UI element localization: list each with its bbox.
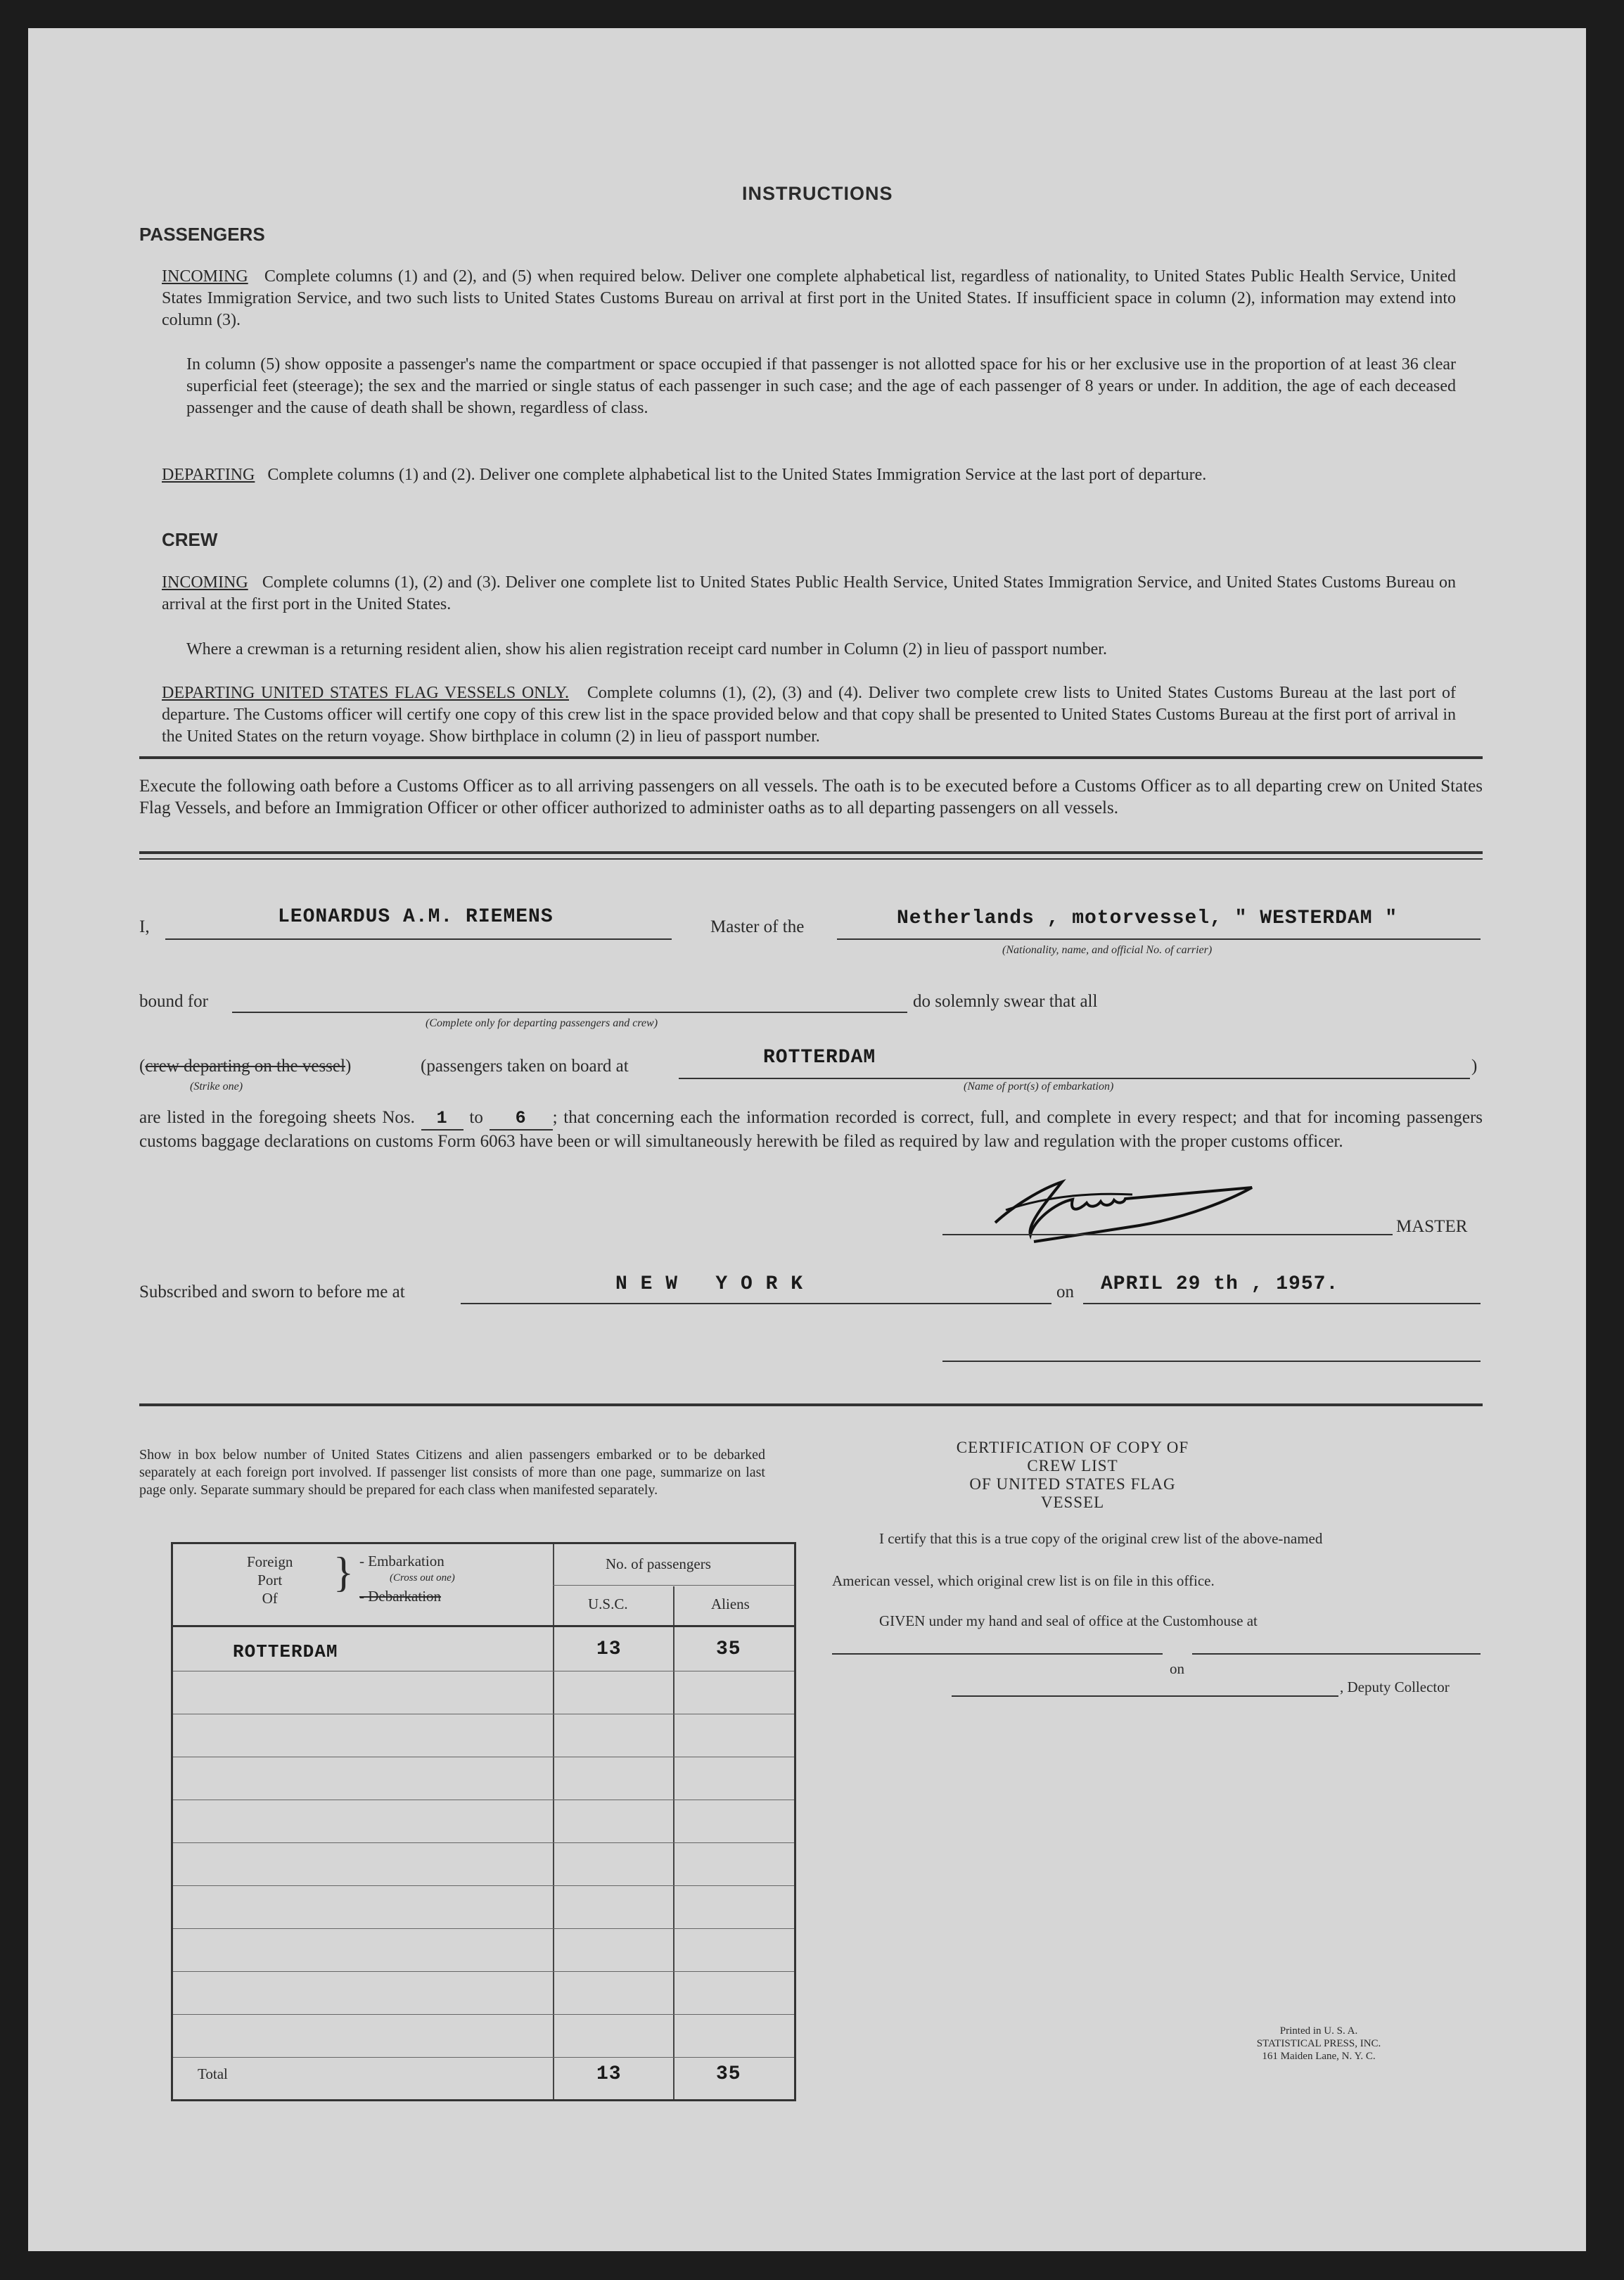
passengers-taken-label: (passengers taken on board at	[421, 1057, 629, 1076]
port-caption: (Name of port(s) of embarkation)	[964, 1081, 1114, 1093]
table-divider	[553, 1544, 554, 2099]
usc-header: U.S.C.	[588, 1596, 628, 1612]
passengers-departing-text: Complete columns (1) and (2). Deliver one complete alphabetical list to the United States Immigration Service at the last port of departure.	[267, 466, 1207, 484]
listed-paragraph	[139, 1107, 1483, 1152]
sheet-to: 6	[490, 1107, 553, 1131]
table-row-line	[173, 2057, 794, 2058]
sheet-from: 1	[421, 1107, 463, 1131]
oath-i-label: I,	[139, 917, 150, 936]
passengers-departing-label: DEPARTING	[162, 466, 255, 484]
crew-incoming-text: Complete columns (1), (2) and (3). Deliver one complete list to United States Public Health Service, United States Immigration Service, and United States Customs Bureau on arrival at the first port in the United States.	[162, 573, 1457, 613]
given-text: GIVEN under my hand and seal of office at the Customhouse at	[879, 1612, 1258, 1629]
vessel-caption: (Nationality, name, and official No. of carrier)	[1002, 944, 1213, 956]
summary-note: Show in box below number of United States Citizens and alien passengers embarked or to be debarked separately at each foreign port involved. If passenger list consists of more than one page, summarize on last page only. Separate summary should be prepared for each class when manifested separately.	[139, 1447, 765, 1498]
sworn-place: N E W Y O R K	[615, 1273, 804, 1295]
table-row-line	[173, 2014, 794, 2015]
deputy-collector-label: , Deputy Collector	[1340, 1679, 1450, 1695]
printer-line-2: STATISTICAL PRESS, INC.	[1256, 2038, 1381, 2049]
master-of-label: Master of the	[710, 917, 805, 936]
debarkation-label	[359, 1588, 441, 1605]
certification-title-2: OF UNITED STATES FLAG VESSEL	[969, 1475, 1176, 1511]
total-aliens: 35	[716, 2063, 741, 2085]
brace: }	[333, 1549, 354, 1596]
passengers-incoming-paragraph	[162, 266, 1456, 331]
embarkation-label: - Embarkation	[359, 1553, 445, 1569]
debarkation-struck: - Debarkation	[359, 1588, 442, 1605]
cross-out-caption: (Cross out one)	[390, 1572, 455, 1584]
bound-for-caption: (Complete only for departing passengers and crew)	[426, 1017, 658, 1029]
crew-departing-label: DEPARTING UNITED STATES FLAG VESSELS ONLY.	[162, 684, 570, 702]
total-usc: 13	[596, 2063, 622, 2085]
divider	[139, 858, 1483, 860]
bound-for-line	[232, 995, 907, 1013]
printer-imprint	[1238, 2025, 1400, 2063]
listed-rest: ; that concerning each the information recorded is correct, full, and complete in every respect; and that for incoming passengers customs baggage declarations on customs Form 6063 have been or will simultaneously herewith be filed as required by law and regulation with the proper customs officer.	[139, 1108, 1483, 1151]
listed-label: are listed in the foregoing sheets Nos.	[139, 1108, 415, 1127]
master-name: LEONARDUS A.M. RIEMENS	[278, 906, 554, 928]
table-row-line	[173, 1885, 794, 1886]
certification-title-1: CERTIFICATION OF COPY OF CREW LIST	[956, 1439, 1189, 1475]
crew-incoming-label: INCOMING	[162, 573, 248, 592]
vessel-name: Netherlands , motorvessel, " WESTERDAM "	[897, 907, 1398, 929]
passenger-summary-table	[171, 1542, 796, 2101]
instructions-title: INSTRUCTIONS	[742, 183, 893, 204]
master-signature-line	[942, 1210, 1393, 1235]
close-paren: )	[1471, 1057, 1478, 1076]
sworn-date: APRIL 29 th , 1957.	[1101, 1273, 1339, 1295]
table-row-port: ROTTERDAM	[233, 1641, 338, 1662]
no-passengers-header: No. of passengers	[606, 1555, 711, 1572]
port-embarkation: ROTTERDAM	[763, 1047, 876, 1069]
foreign-port-of	[247, 1553, 293, 1607]
deputy-collector-line	[952, 1688, 1338, 1697]
certify-text-2: American vessel, which original crew list is on file in this office.	[832, 1572, 1215, 1589]
printer-line-3: 161 Maiden Lane, N. Y. C.	[1262, 2051, 1376, 2062]
subscribed-label: Subscribed and sworn to before me at	[139, 1282, 405, 1301]
to-label: to	[469, 1108, 483, 1127]
foreign-label: Foreign	[247, 1553, 293, 1570]
passengers-departing-paragraph	[162, 464, 1456, 486]
master-label: MASTER	[1396, 1217, 1468, 1236]
passengers-incoming-text: Complete columns (1) and (2), and (5) when required below. Deliver one complete alphabetical list, regardless of nationality, to United States Public Health Service, United States Immigration Service, and two such lists to United States Customs Bureau on arrival at first port in the United States. If insufficient space in column (2), information may extend into column (3).	[162, 267, 1456, 329]
crew-resident-paragraph: Where a crewman is a returning resident alien, show his alien registration receipt card number in Column (2) in lieu of passport number.	[186, 640, 1107, 658]
divider	[139, 851, 1483, 854]
customhouse-line	[832, 1646, 1163, 1655]
bound-for-label: bound for	[139, 992, 208, 1011]
crew-departing-struck-text: crew departing on the vessel	[145, 1057, 345, 1076]
swear-text: do solemnly swear that all	[913, 992, 1098, 1011]
sworn-on-label: on	[1056, 1282, 1074, 1301]
oath-instructions: Execute the following oath before a Customs Officer as to all arriving passengers on all vessels. The oath is to be executed before a Customs Officer as to all departing crew on United States Flag Vessels, and before an Immigration Officer or other officer authorized to administer oaths as to all departing passengers on all vessels.	[139, 777, 1483, 817]
printer-line-1: Printed in U. S. A.	[1279, 2025, 1358, 2037]
table-header-rule	[173, 1625, 794, 1627]
aliens-header: Aliens	[711, 1596, 750, 1612]
crew-departing-struck: (crew departing on the vessel)	[139, 1057, 352, 1076]
certify-text-1: I certify that this is a true copy of the original crew list of the above-named	[879, 1530, 1323, 1547]
certification-on-label: on	[1170, 1660, 1184, 1677]
crew-departing-paragraph	[162, 682, 1456, 748]
document-page	[28, 28, 1586, 2251]
table-row-line	[173, 1928, 794, 1929]
table-row-line	[173, 1971, 794, 1972]
passengers-column5-paragraph: In column (5) show opposite a passenger's name the compartment or space occupied if that passenger is not allotted space for his or her exclusive use in the proportion of at least 36 clear superficial feet (steerage); the sex and the married or single status of each passenger in such case; and the age of each passenger of 8 years or under. In addition, the age of each deceased passenger and the cause of death shall be shown, regardless of class.	[186, 355, 1456, 417]
officer-signature-line	[942, 1344, 1481, 1362]
table-row-aliens: 35	[716, 1638, 741, 1660]
divider	[139, 1403, 1483, 1406]
port-label: Port	[257, 1572, 283, 1588]
table-row-line	[173, 1842, 794, 1843]
strike-one-caption: (Strike one)	[190, 1081, 243, 1093]
divider	[139, 756, 1483, 759]
crew-heading: CREW	[162, 529, 218, 550]
passengers-heading: PASSENGERS	[139, 224, 265, 245]
certification-title	[942, 1439, 1203, 1512]
total-label: Total	[198, 2065, 228, 2082]
certification-date-line	[1192, 1646, 1481, 1655]
of-label: Of	[262, 1590, 278, 1607]
passengers-incoming-label: INCOMING	[162, 267, 248, 286]
crew-incoming-paragraph	[162, 572, 1456, 616]
table-row-usc: 13	[596, 1638, 622, 1660]
crew-departing-text: Complete columns (1), (2), (3) and (4). Deliver two complete crew lists to United States Customs Bureau at the last port of departure. The Customs officer will certify one copy of this crew list in the space provided below and that copy shall be presented to United States Customs Bureau at the first port of arrival in the United States on the return voyage. Show birthplace in column (2) in lieu of passport number.	[162, 684, 1456, 746]
